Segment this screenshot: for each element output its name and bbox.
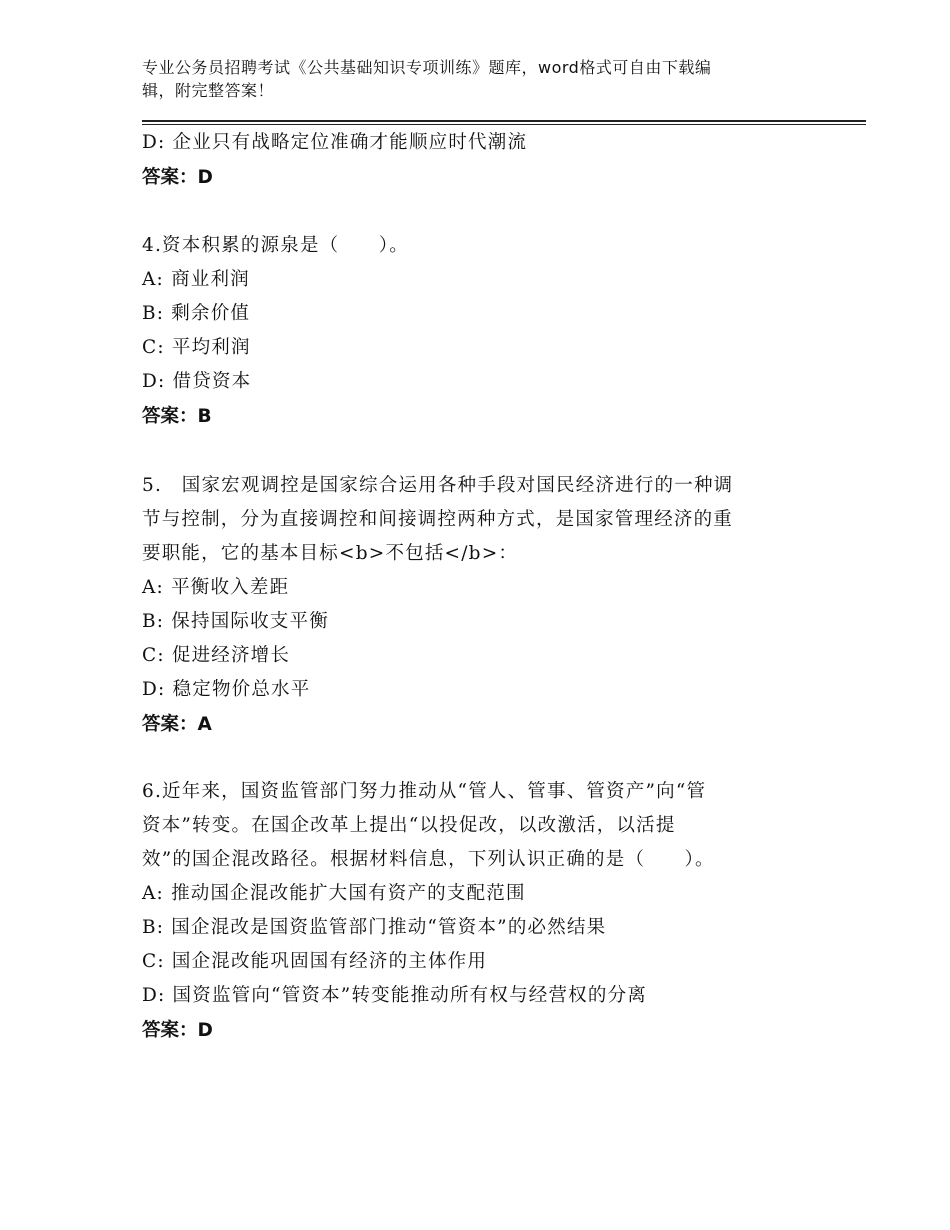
header-divider-thick	[142, 120, 866, 122]
question-4-option-a: A: 商业利润	[142, 269, 250, 290]
question-6-option-a: A: 推动国企混改能扩大国有资产的支配范围	[142, 883, 526, 904]
question-5-answer: 答案：A	[142, 714, 212, 735]
question-4-stem: 4.资本积累的源泉是（ ）。	[142, 235, 409, 256]
header-line-2: 辑，附完整答案！	[142, 81, 275, 100]
header-divider-thin	[142, 124, 866, 125]
question-5-option-c: C: 促进经济增长	[142, 645, 291, 666]
question-6-stem-line-2: 资本”转变。在国企改革上提出“以投促改，以改激活，以活提	[142, 815, 676, 836]
prev-question-option-d: D: 企业只有战略定位准确才能顺应时代潮流	[142, 132, 528, 153]
question-6-option-b: B: 国企混改是国资监管部门推动“管资本”的必然结果	[142, 917, 607, 938]
question-5-stem-line-2: 节与控制，分为直接调控和间接调控两种方式，是国家管理经济的重	[142, 509, 734, 530]
question-6-option-d: D: 国资监管向“管资本”转变能推动所有权与经营权的分离	[142, 985, 647, 1006]
question-4-answer: 答案：B	[142, 406, 212, 427]
question-5-option-a: A: 平衡收入差距	[142, 577, 290, 598]
prev-question-answer: 答案：D	[142, 167, 213, 188]
question-4-option-b: B: 剩余价值	[142, 303, 251, 324]
question-4-option-c: C: 平均利润	[142, 337, 251, 358]
header-line-1: 专业公务员招聘考试《公共基础知识专项训练》题库，word格式可自由下载编	[142, 58, 712, 77]
question-5-stem-line-3: 要职能，它的基本目标<b>不包括</b>：	[142, 543, 519, 564]
question-6-stem-line-3: 效”的国企混改路径。根据材料信息，下列认识正确的是（ ）。	[142, 849, 715, 870]
question-5-option-b: B: 保持国际收支平衡	[142, 611, 329, 632]
question-6-option-c: C: 国企混改能巩固国有经济的主体作用	[142, 951, 488, 972]
question-5-stem-line-1: 5. 国家宏观调控是国家综合运用各种手段对国民经济进行的一种调	[142, 475, 734, 496]
question-6-answer: 答案：D	[142, 1020, 213, 1041]
question-4-option-d: D: 借贷资本	[142, 371, 252, 392]
question-5-option-d: D: 稳定物价总水平	[142, 679, 311, 700]
question-6-stem-line-1: 6.近年来，国资监管部门努力推动从“管人、管事、管资产”向“管	[142, 781, 707, 802]
document-header	[142, 56, 802, 102]
